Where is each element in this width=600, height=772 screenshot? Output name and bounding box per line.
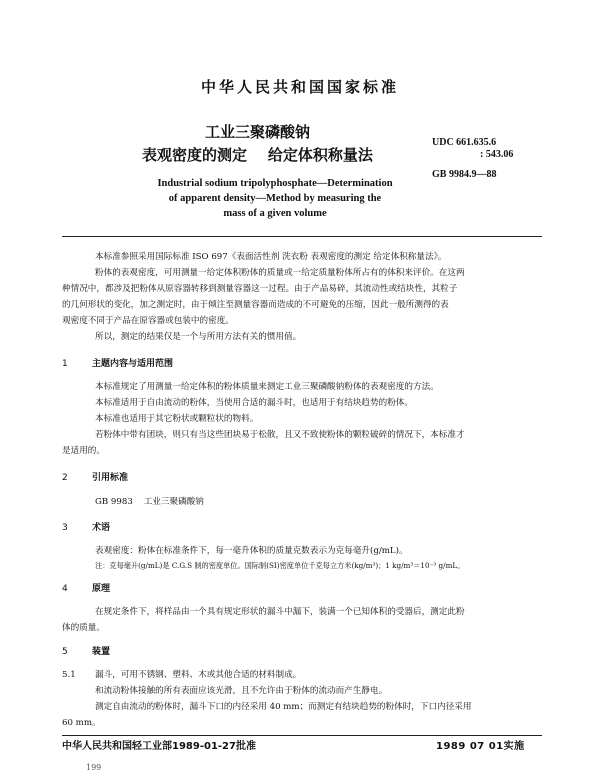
- section-2-paragraph-1: GB 9983 工业三聚磷酸钠: [95, 497, 204, 507]
- section-1-number: 1: [62, 359, 68, 369]
- section-1-paragraph-4-line1: 若粉体中带有团块，则只有当这些团块易于松散，且又不致使粉体的颗粒破碎的情况下，本标准才: [95, 430, 465, 440]
- standard-title: 中华人民共和国国家标准: [200, 78, 399, 96]
- section-5-item-text: 漏斗，可用不锈钢、塑料、木或其他合适的材料制成。: [95, 670, 302, 680]
- section-3-number: 3: [62, 523, 68, 533]
- intro-paragraph-2-line1: 粉体的表观密度，可用测量一给定体积粉体的质量或一给定质量粉体所占有的体积来评价。在这两: [95, 268, 465, 278]
- section-5-item-5-1-line4: 60 mm。: [62, 718, 101, 728]
- section-2-title: 引用标准: [92, 473, 129, 483]
- section-1-title: 主题内容与适用范围: [92, 359, 174, 369]
- intro-paragraph-3: 所以，测定的结果仅是一个与所用方法有关的惯用值。: [95, 332, 302, 342]
- section-4-heading: [62, 582, 110, 597]
- section-5-item-5-1-line3: 测定自由流动的粉体时，漏斗下口的内径采用 40 mm；而测定有结块趋势的粉体时，下口内径采用: [95, 702, 472, 712]
- section-4-paragraph-1-line1: 在规定条件下，将样品由一个具有规定形状的漏斗中漏下，装满一个已知体积的受器后，测定此粉: [95, 607, 465, 617]
- section-2-number: 2: [62, 473, 68, 483]
- section-2-heading: [62, 471, 128, 486]
- udc-code-line2: : 543.06: [480, 149, 514, 160]
- cn-title-line2: 表观密度的测定 给定体积称量法: [142, 146, 373, 164]
- udc-code-line1: UDC 661.635.6: [432, 137, 497, 148]
- section-5-heading: [62, 645, 110, 660]
- section-4-paragraph-1-line2: 体的质量。: [62, 623, 105, 633]
- section-3-title: 术语: [92, 523, 111, 533]
- page-number: 199: [86, 763, 102, 772]
- intro-paragraph-2-line4: 观密度不同于产品在原容器或包装中的密度。: [62, 316, 234, 326]
- cn-title-line1: 工业三聚磷酸钠: [205, 123, 311, 141]
- intro-paragraph-1: 本标准参照采用国际标准 ISO 697《表面活性剂 洗衣粉 表观密度的测定 给定体积称量法》。: [95, 252, 447, 262]
- section-1-heading: [62, 357, 173, 372]
- top-divider: [62, 236, 542, 237]
- section-1-paragraph-2: 本标准适用于自由流动的粉体，当使用合适的漏斗时，也适用于有结块趋势的粉体。: [95, 398, 413, 408]
- section-5-item-5-1-line1: [62, 668, 542, 683]
- section-1-paragraph-3: 本标准也适用于其它粉状或颗粒状的物料。: [95, 414, 259, 424]
- en-title-line2: of apparent density—Method by measuring the: [168, 193, 382, 204]
- en-title: [150, 176, 400, 221]
- section-1-paragraph-4-line2: 是适用的。: [62, 446, 105, 456]
- section-5-item-number: 5.1: [62, 670, 76, 680]
- section-3-heading: [62, 521, 110, 536]
- bottom-divider: [62, 735, 542, 736]
- section-1-paragraph-1: 本标准规定了用测量一给定体积的粉体质量来测定工业三聚磷酸钠粉体的表观密度的方法。: [95, 382, 439, 392]
- en-title-line1: Industrial sodium tripolyphosphate—Determination: [157, 178, 393, 189]
- effective-date: 1989 07 01实施: [436, 741, 525, 752]
- section-5-number: 5: [62, 647, 68, 657]
- section-5-item-5-1-line2: 和流动粉体接触的所有表面应该光滑，且不允许由于粉体的流动而产生静电。: [95, 686, 388, 696]
- approval-line: 中华人民共和国轻工业部1989-01-27批准: [62, 741, 256, 752]
- intro-paragraph-2-line3: 的几何形状的变化，加之测定时，由于倾注至测量容器而造成的不可避免的压缩，因此一般所测得的表: [62, 300, 449, 310]
- gb-code: GB 9984.9—88: [432, 169, 497, 180]
- section-3-paragraph-1: 表观密度：粉体在标准条件下，每一毫升体积的质量克数表示为克每毫升(g/mL)。: [95, 546, 408, 556]
- section-3-note: 注：克每毫升(g/mL)是 C.G.S 制的密度单位。国际制(SI)密度单位千克每立方米(kg/m³)；1 kg/m³＝10⁻³ g/mL。: [95, 561, 465, 570]
- en-title-line3: mass of a given volume: [223, 208, 327, 219]
- section-4-number: 4: [62, 584, 68, 594]
- section-4-title: 原理: [92, 584, 111, 594]
- intro-paragraph-2-line2: 种情况中，都涉及把粉体从原容器转移到测量容器这一过程。由于产品易碎，其流动性或结块性，其粒子: [62, 284, 458, 294]
- section-5-title: 装置: [92, 647, 111, 657]
